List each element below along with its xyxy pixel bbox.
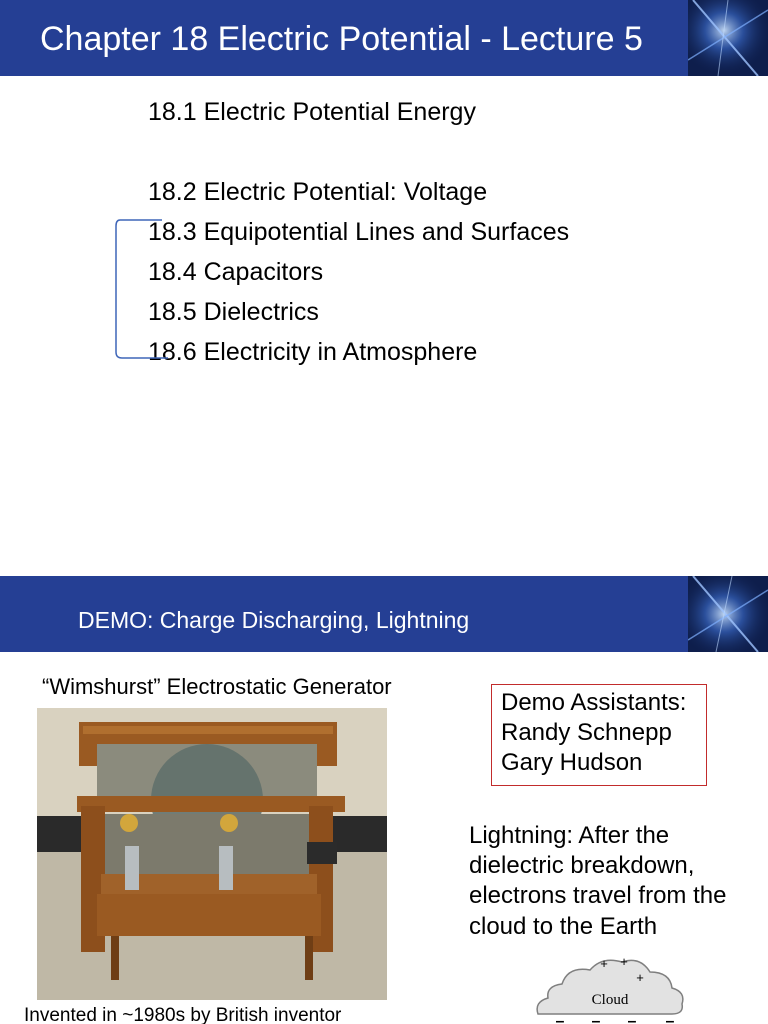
section-bracket	[112, 218, 172, 366]
photo-caption: “Wimshurst” Electrostatic Generator	[42, 674, 392, 699]
title-banner	[0, 0, 768, 76]
minus-charge: –	[555, 1013, 565, 1024]
plus-charge: +	[636, 970, 644, 985]
inventor-footnote: Invented in ~1980s by British inventor	[24, 1005, 342, 1024]
wimshurst-generator-photo	[37, 708, 387, 1000]
demo-banner	[0, 576, 768, 652]
minus-charge: –	[591, 1013, 601, 1024]
demo-title: DEMO: Charge Discharging, Lightning	[78, 607, 470, 633]
light-flare-graphic	[688, 576, 768, 652]
lightning-text-line: cloud to the Earth	[469, 913, 658, 940]
cloud-diagram	[532, 952, 692, 1024]
outline-item-18-4: 18.4 Capacitors	[148, 258, 324, 286]
cloud-label: Cloud	[591, 992, 629, 1008]
assistant-name: Gary Hudson	[501, 749, 643, 776]
lightning-text-line: Lightning: After the	[469, 822, 670, 849]
assistants-heading: Demo Assistants:	[501, 689, 687, 716]
demo-assistants-box	[491, 684, 707, 786]
outline-item-18-3: 18.3 Equipotential Lines and Surfaces	[148, 218, 570, 246]
slide-2	[0, 576, 768, 1024]
plus-charge: +	[620, 954, 628, 969]
outline-item-18-5: 18.5 Dielectrics	[148, 298, 319, 326]
outline-item-18-2: 18.2 Electric Potential: Voltage	[148, 178, 488, 206]
outline-item-18-1: 18.1 Electric Potential Energy	[148, 98, 476, 126]
minus-charge: –	[665, 1013, 675, 1024]
slide-title: Chapter 18 Electric Potential - Lecture 5	[40, 20, 643, 58]
assistant-name: Randy Schnepp	[501, 719, 672, 746]
plus-charge: +	[600, 956, 608, 971]
minus-charge: –	[627, 1013, 637, 1024]
outline-item-18-6: 18.6 Electricity in Atmosphere	[148, 338, 478, 366]
lightning-text-line: electrons travel from the	[469, 882, 727, 909]
lightning-text-line: dielectric breakdown,	[469, 852, 695, 879]
light-flare-graphic	[688, 0, 768, 76]
